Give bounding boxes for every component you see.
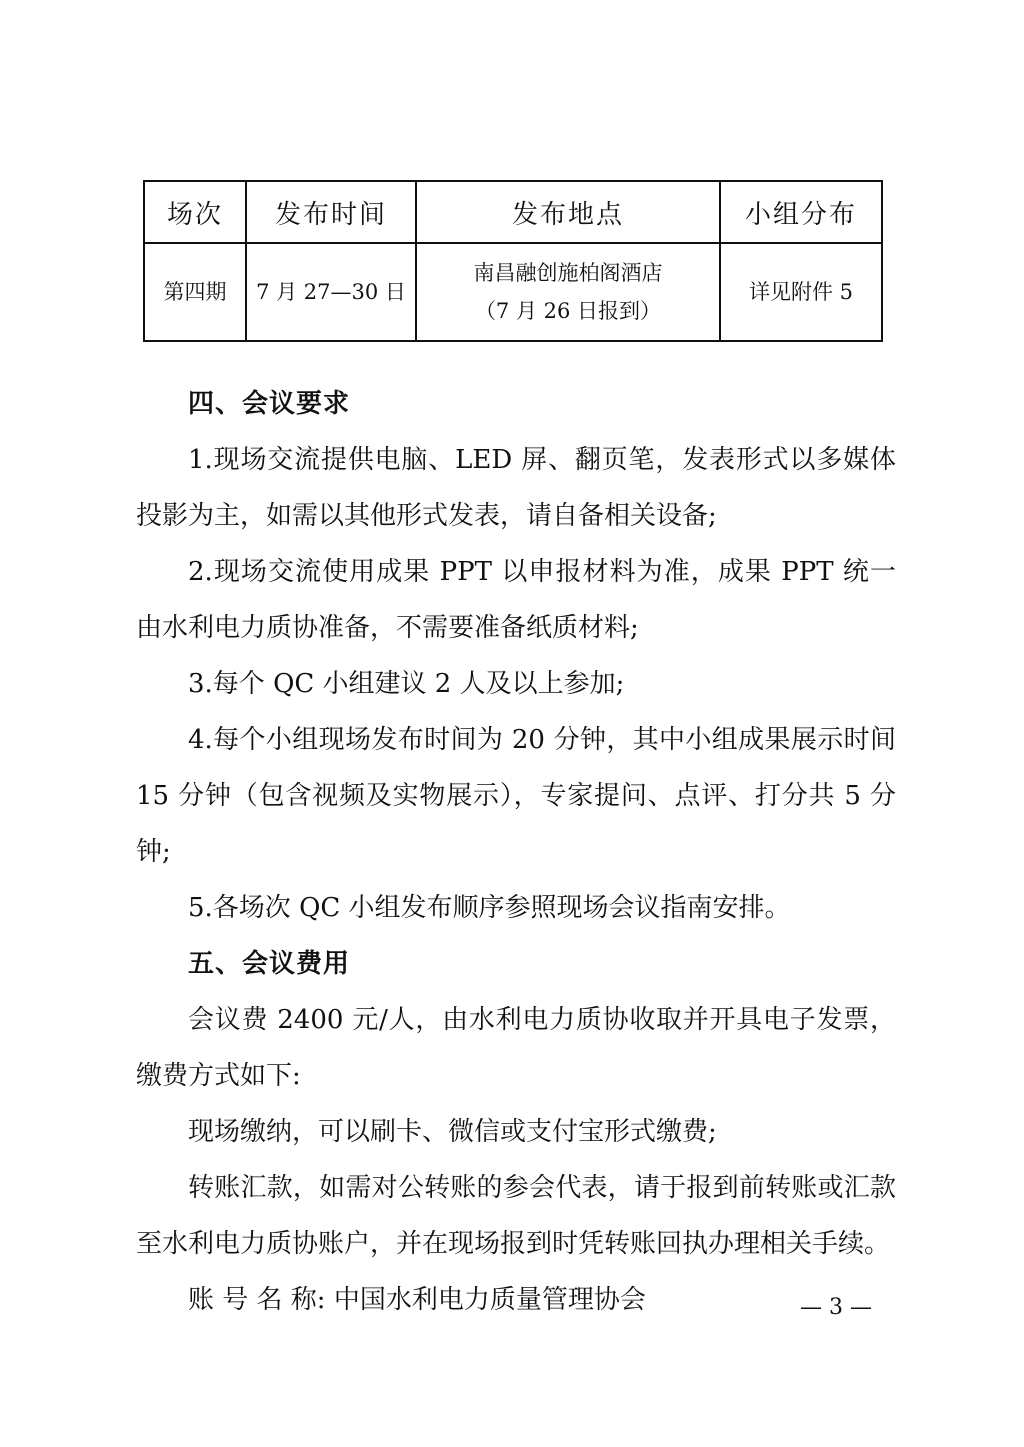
requirement-3: 3.每个 QC 小组建议 2 人及以上参加;: [188, 669, 625, 699]
header-venue: 发布地点: [416, 181, 720, 243]
onsite-payment: 现场缴纳，可以刷卡、微信或支付宝形式缴费;: [188, 1117, 717, 1147]
table-header-row: [144, 181, 882, 243]
cell-time: 7 月 27—30 日: [246, 243, 416, 341]
section4-heading: 四、会议要求: [188, 389, 351, 419]
requirement-1: 1.现场交流提供电脑、LED 屏、翻页笔，发表形式以多媒体投影为主，如需以其他形式发表，请自备相关设备;: [136, 445, 896, 531]
section5-heading: 五、会议费用: [188, 949, 351, 979]
fee-text: 会议费 2400 元/人，由水利电力质协收取并开具电子发票，缴费方式如下:: [136, 1005, 896, 1091]
table-row: [144, 243, 882, 341]
cell-venue: [416, 243, 720, 341]
schedule-table: [143, 180, 883, 342]
venue-name: 南昌融创施柏阁酒店: [473, 261, 663, 285]
cell-groups: 详见附件 5: [720, 243, 882, 341]
requirement-5: 5.各场次 QC 小组发布顺序参照现场会议指南安排。: [188, 893, 791, 923]
page-number: — 3 —: [800, 1295, 872, 1320]
header-session: 场次: [144, 181, 246, 243]
header-time: 发布时间: [246, 181, 416, 243]
requirement-2: 2.现场交流使用成果 PPT 以申报材料为准，成果 PPT 统一由水利电力质协准备，不需要准备纸质材料;: [136, 557, 896, 643]
venue-checkin: （7 月 26 日报到）: [474, 299, 662, 323]
cell-session: 第四期: [144, 243, 246, 341]
requirement-4: 4.每个小组现场发布时间为 20 分钟，其中小组成果展示时间 15 分钟（包含视频及实物展示），专家提问、点评、打分共 5 分钟;: [136, 725, 896, 867]
transfer-payment: 转账汇款，如需对公转账的参会代表，请于报到前转账或汇款至水利电力质协账户，并在现场报到时凭转账回执办理相关手续。: [136, 1173, 896, 1259]
account-name: 账 号 名 称: 中国水利电力质量管理协会: [188, 1285, 646, 1315]
header-groups: 小组分布: [720, 181, 882, 243]
